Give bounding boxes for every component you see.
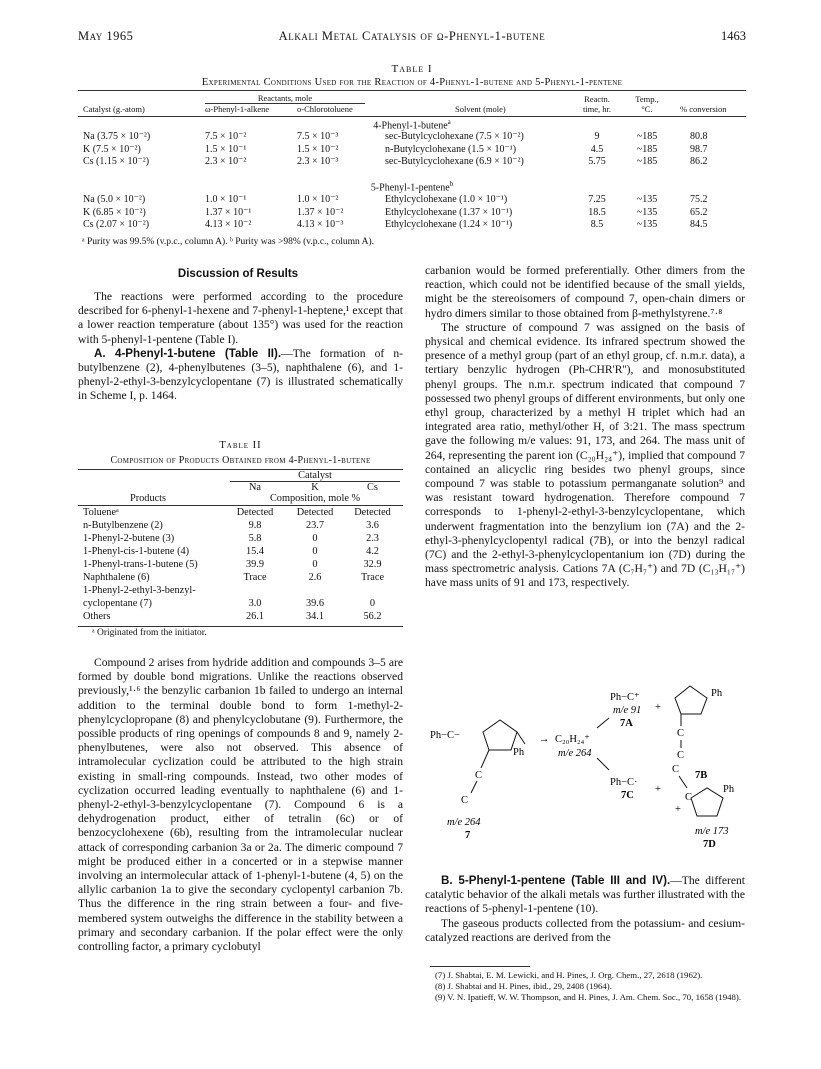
paragraph: The gaseous products collected from the potassium- and cesium-catalyzed reactions are derived from the xyxy=(425,916,745,944)
table2-col-products: Products xyxy=(130,493,167,504)
table1-cell-catalyst: K (6.85 × 10⁻²) xyxy=(83,206,146,218)
parent-ion xyxy=(539,718,609,770)
table2-value-cell: 56.2 xyxy=(363,611,382,622)
fragmentation-scheme xyxy=(425,680,745,855)
table1-cell-temp: ~135 xyxy=(636,206,658,218)
table2-header-rule xyxy=(78,505,403,506)
plus-sign: + xyxy=(655,702,661,713)
table2-label: Table II xyxy=(219,440,262,451)
scheme-text: m/e 264 xyxy=(447,817,481,828)
table1-col-solvent: Solvent (mole) xyxy=(455,104,506,114)
table2-col-cs: Cs xyxy=(367,482,378,493)
reference-item: (7) J. Shabtai, E. M. Lewicki, and H. Pines, J. Org. Chem., 27, 2618 (1962). xyxy=(435,970,703,980)
fragment-label: 7A xyxy=(620,718,633,729)
table1-top-rule xyxy=(78,90,746,91)
table2-product-name: 1-Phenyl-cis-1-butene (4) xyxy=(83,546,190,557)
table2-composition-header: Composition, mole % xyxy=(269,493,361,504)
table1-cell-catalyst: Na (3.75 × 10⁻²) xyxy=(83,131,151,142)
table1-cell-conversion: 75.2 xyxy=(690,194,708,205)
table1-header-rule xyxy=(78,116,746,117)
references xyxy=(425,970,745,1003)
table1-cell-solvent: n-Butylcyclohexane (1.5 × 10⁻¹) xyxy=(385,143,517,155)
table1-cell-chlorotoluene: 1.5 × 10⁻² xyxy=(297,143,339,155)
table2-product-name: cyclopentane (7) xyxy=(83,598,152,609)
table1-cell-conversion: 98.7 xyxy=(690,143,708,155)
scheme-text: C xyxy=(461,795,469,806)
fragment-label: 7D xyxy=(703,839,716,850)
table1-cell-catalyst: Na (5.0 × 10⁻²) xyxy=(83,194,146,205)
table1-cell-conversion: 80.8 xyxy=(690,131,708,142)
table1-col-chlorotoluene: o-Chlorotoluene xyxy=(297,104,353,114)
table1-col-catalyst: Catalyst (g.-atom) xyxy=(83,104,145,114)
table1-cell-time: 4.5 xyxy=(590,143,604,155)
table1-cell-alkene: 1.37 × 10⁻¹ xyxy=(205,206,252,218)
table1-cell-time: 8.5 xyxy=(590,219,604,230)
table1-cell-time: 5.75 xyxy=(588,156,606,167)
table1-footnote: ᵃ Purity was 99.5% (v.p.c., column A). ᵇ Purity was >98% (v.p.c., column A). xyxy=(82,237,374,247)
table1-cell-solvent: sec-Butylcyclohexane (6.9 × 10⁻²) xyxy=(385,156,524,167)
right-column-top xyxy=(425,264,745,591)
table2-value-cell: Detected xyxy=(296,507,334,518)
reference-item: (9) V. N. Ipatieff, W. W. Thompson, and H. Pines, J. Am. Chem. Soc., 70, 1658 (1948). xyxy=(435,992,742,1002)
reference-item: (8) J. Shabtai and H. Pines, ibid., 29, 2408 (1964). xyxy=(435,981,612,991)
table2-value-cell: 26.1 xyxy=(245,611,265,622)
fragment-7a xyxy=(610,692,661,729)
plus-sign: + xyxy=(675,804,681,815)
table2-value-cell: Trace xyxy=(243,572,267,583)
table1-cell-alkene: 4.13 × 10⁻² xyxy=(205,219,252,230)
scheme-text: C xyxy=(677,750,685,761)
table1-col-conversion: % conversion xyxy=(680,104,727,114)
table2-value-cell: 2.6 xyxy=(308,572,322,583)
table1-cell-solvent: Ethylcyclohexane (1.37 × 10⁻¹) xyxy=(385,206,513,218)
scheme-text: m/e 173 xyxy=(695,826,729,837)
table2-title: Composition of Products Obtained from 4-Phenyl-1-butene xyxy=(110,455,371,466)
table1-cell-chlorotoluene: 2.3 × 10⁻³ xyxy=(297,156,339,167)
plus-sign: + xyxy=(655,784,661,795)
table1-cell-conversion: 86.2 xyxy=(690,156,708,167)
table2-product-name: 1-Phenyl-trans-1-butene (5) xyxy=(83,559,198,570)
table1-col-temp1: Temp., xyxy=(635,94,659,104)
table2-value-cell: Detected xyxy=(354,507,391,518)
table1-cell-time: 7.25 xyxy=(588,194,606,205)
table1-cell-temp: ~185 xyxy=(636,156,658,167)
table1-cell-time: 9 xyxy=(594,131,600,142)
scheme-text: Ph xyxy=(723,784,735,795)
table2-col-na: Na xyxy=(248,482,261,493)
table1-cell-chlorotoluene: 1.37 × 10⁻² xyxy=(297,206,344,218)
scheme-text: Ph−C⁺ xyxy=(610,692,640,703)
table2-value-cell: 15.4 xyxy=(245,546,265,557)
table2-value-cell: 23.7 xyxy=(305,520,325,531)
table2-value-cell: 3.0 xyxy=(248,598,262,609)
right-column-bottom xyxy=(425,874,745,945)
table2-value-cell: Trace xyxy=(360,572,385,583)
table2-col-k: K xyxy=(311,482,319,493)
table1-col-time2: time, hr. xyxy=(582,104,612,114)
table1-section-title: 4-Phenyl-1-butene$^a$ xyxy=(373,118,451,132)
scheme-text: Ph xyxy=(513,747,525,758)
table2-value-cell: 32.9 xyxy=(363,559,382,570)
table2-product-name: 1-Phenyl-2-butene (3) xyxy=(83,533,175,544)
table1-cell-alkene: 1.5 × 10⁻¹ xyxy=(205,143,247,155)
scheme-text: m/e 91 xyxy=(613,705,642,716)
header-date: May 1965 xyxy=(78,29,134,43)
table2-value-cell: 2.3 xyxy=(366,533,379,544)
table1-cell-solvent: Ethylcyclohexane (1.0 × 10⁻¹) xyxy=(385,194,508,205)
table1-cell-temp: ~135 xyxy=(636,219,658,230)
table2-value-cell: 9.8 xyxy=(248,520,262,531)
table1-cell-alkene: 1.0 × 10⁻¹ xyxy=(205,194,247,205)
running-header xyxy=(78,29,746,49)
page-number: 1463 xyxy=(721,29,746,43)
paragraph: carbanion would be formed preferentially. Other dimers from the reaction, which could not be identified because of the small yields, might be the stereoisomers of compound 7, open-chain dimers or hydro dimers similar to those obtained from β-methylstyrene.⁷·⁸ xyxy=(425,264,745,320)
table2-value-cell: 39.6 xyxy=(305,598,325,609)
table2-product-name: n-Butylbenzene (2) xyxy=(83,520,163,531)
section-a-heading: A. 4-Phenyl-1-butene (Table II). xyxy=(94,346,282,360)
table2-footnote: ᵃ Originated from the initiator. xyxy=(92,628,207,638)
table2-product-name: 1-Phenyl-2-ethyl-3-benzyl- xyxy=(83,585,196,596)
footnote-rule xyxy=(430,966,530,967)
table1-cell-chlorotoluene: 7.5 × 10⁻³ xyxy=(297,131,339,142)
table1-cell-solvent: sec-Butylcyclohexane (7.5 × 10⁻²) xyxy=(385,131,524,142)
table2-value-cell: 0 xyxy=(312,533,318,544)
table1-cell-temp: ~135 xyxy=(636,194,658,205)
table1-cell-solvent: Ethylcyclohexane (1.24 × 10⁻¹) xyxy=(385,219,513,230)
paragraph: The reactions were performed according to the procedure described for 6-phenyl-1-hexene and 7-phenyl-1-heptene,¹ except that a lower reaction temperature (about 135°) was used for the reaction with 5-phenyl-1-pentene (Table I). xyxy=(78,290,403,346)
scheme-text: C xyxy=(677,728,685,739)
header-title: Alkali Metal Catalysis of ω-Phenyl-1-butene xyxy=(278,29,546,43)
table1-col-alkene: ω-Phenyl-1-alkene xyxy=(205,104,270,114)
table1-cell-chlorotoluene: 4.13 × 10⁻³ xyxy=(297,219,344,230)
table2-bottom-rule xyxy=(78,626,403,627)
table1-cell-chlorotoluene: 1.0 × 10⁻² xyxy=(297,194,339,205)
arrow-glyph: → xyxy=(539,734,550,745)
table2-value-cell: Detected xyxy=(236,507,274,518)
scheme-text: C xyxy=(475,770,483,781)
table1-label: Table I xyxy=(391,63,433,75)
table1-cell-temp: ~185 xyxy=(636,143,658,155)
table2-product-name: Tolueneᵃ xyxy=(83,507,119,518)
table1-cell-alkene: 2.3 × 10⁻² xyxy=(205,156,247,167)
table1-title: Experimental Conditions Used for the Reaction of 4-Phenyl-1-butene and 5-Phenyl-1-pentene xyxy=(201,77,623,88)
compound-7-structure xyxy=(430,720,525,841)
table2-product-name: Others xyxy=(83,611,111,622)
table2-top-rule xyxy=(78,469,403,470)
discussion-heading: Discussion of Results xyxy=(177,268,299,280)
fragment-label: 7B xyxy=(695,770,708,781)
paragraph: A. 4-Phenyl-1-butene (Table II).—The formation of n-butylbenzene (2), 4-phenylbutenes (3–5), naphthalene (6), and 1-phenyl-2-ethyl-3-benzylcyclopentane (7) is illustrated schematically in Scheme I, p. 1464. xyxy=(78,346,403,403)
left-column-bottom xyxy=(78,656,403,954)
paragraph: B. 5-Phenyl-1-pentene (Table III and IV).—The different catalytic behavior of the alkali metals was further illustrated with the reactions of 5-phenyl-1-pentene (10). xyxy=(425,874,746,916)
table1-col-time1: Reactn. xyxy=(584,94,610,104)
left-column-top xyxy=(78,290,403,404)
paragraph: Compound 2 arises from hydride addition and compounds 3–5 are formed by double bond migrations. Unlike the reactions observed previously,¹·⁶ the benzylic carbanion 1b failed to undergo an internal addition to the terminal double bond to form 1-methyl-2-phenylcyclopropane (8) and phenylcyclobutane (9). Furthermore, the possible products of ring openings of compounds 8 and 9, namely 2-phenylbutenes, were also not observed. This absence of intramolecular cyclization could be attributed to the high strain existing in small-ring compounds. Instead, two other modes of cyclization occurred leading eventually to naphthalene (6) and 1-phenyl-2-ethyl-3-benzylcyclopentane (7). Compound 6 is a dehydrogenation product, either of tetralin (6c) or of benzocyclohexene (6b), resulting from the intramolecular nuclear attack of corresponding carbanion 3a or 2a. The dimeric compound 7 might be produced either in a concerted or in a stepwise manner involving an intermolecular attack of 1-phenyl-1-butene (4, 5) on the allylic carbanion 1a to give the secondary cyclopentyl carbanion 7b. Thus the difference in the ring strain between a four- and five-membered system outweighs the difference in the stability between a primary and secondary carbanion. If the polar effect were the only controlling factor, a primary cyclobutyl xyxy=(78,656,403,954)
table2-value-cell: 3.6 xyxy=(366,520,379,531)
section-b-heading: B. 5-Phenyl-1-pentene (Table III and IV). xyxy=(441,874,671,887)
fragment-7c xyxy=(610,777,661,801)
scheme-text: Ph−C− xyxy=(430,730,460,741)
table2-value-cell: 39.9 xyxy=(245,559,265,570)
table1-cell-catalyst: K (7.5 × 10⁻²) xyxy=(83,143,141,155)
paragraph: The structure of compound 7 was assigned on the basis of physical and chemical evidence. Its infrared spectrum showed the presence of a methyl group (part of an ethyl group, cf. n.m.r. data), a tertiary benzylic hydrogen (Ph-CHR'R''), and monosubstituted phenyl groups. The n.m.r. spectrum indicated that compound 7 possessed two phenyl groups of different environments, but only one ethyl group, characterized by a methyl H triplet which had an integrated area ratio, methyl/other H, of 3:21. The mass spectrum gave the following m/e values: 91, 173, and 264. The mass unit of 264, representing the parent ion (C₂₀H₂₄⁺), implied that compound 7 contained an alicyclic ring besides two phenyl groups, since compound 7 was stable to potassium permanganate solution⁹ and was resistant toward hydrogenation. Therefore compound 7 corresponds to 1-phenyl-2-ethyl-3-benzylcyclopentane, which underwent fragmentation into the benzylium ion (7A) and the 2-ethyl-3-phenylcyclopentyl radical (7B), or into the benzyl radical (7C) and the 2-ethyl-3-phenylcyclopentanium ion (7D) during the mass spectrometric analysis. Cations 7A (C₇H₇⁺) and 7D (C₁₃H₁₇⁺) have mass units of 91 and 173, respectively. xyxy=(425,320,745,590)
table1-cell-conversion: 84.5 xyxy=(690,219,708,230)
table1-cell-conversion: 65.2 xyxy=(690,206,708,218)
scheme-text: Ph xyxy=(711,688,723,699)
table1-cell-time: 18.5 xyxy=(588,206,606,218)
table1-col-temp2: °C. xyxy=(641,104,653,114)
table2-value-cell: 0 xyxy=(312,559,318,570)
table1-cell-temp: ~185 xyxy=(636,131,658,142)
scheme-text: C xyxy=(685,792,693,803)
fragment-7b xyxy=(675,686,723,781)
table1-cell-alkene: 7.5 × 10⁻² xyxy=(205,131,247,142)
fragment-label: 7C xyxy=(621,790,634,801)
table2-catalyst-header: Catalyst xyxy=(230,471,400,482)
table1-cell-catalyst: Cs (2.07 × 10⁻²) xyxy=(83,219,150,230)
scheme-text: m/e 264 xyxy=(558,748,592,759)
table1-section-title: 5-Phenyl-1-pentene$^b$ xyxy=(370,180,454,194)
table2-value-cell: 4.2 xyxy=(366,546,379,557)
table2-value-cell: 34.1 xyxy=(305,611,325,622)
table1-group-header: Reactants, mole xyxy=(205,93,365,104)
scheme-text: Ph−C· xyxy=(610,777,638,788)
scheme-text: C xyxy=(672,764,680,775)
table2-value-cell: 0 xyxy=(369,598,376,609)
scheme-text: C₂₀H₂₄⁺ xyxy=(555,734,590,745)
table1-cell-catalyst: Cs (1.15 × 10⁻²) xyxy=(83,156,150,167)
table2-value-cell: 0 xyxy=(312,546,318,557)
compound-7-label: 7 xyxy=(465,830,471,841)
table2-value-cell: 5.8 xyxy=(248,533,262,544)
table2-product-name: Naphthalene (6) xyxy=(83,572,150,583)
